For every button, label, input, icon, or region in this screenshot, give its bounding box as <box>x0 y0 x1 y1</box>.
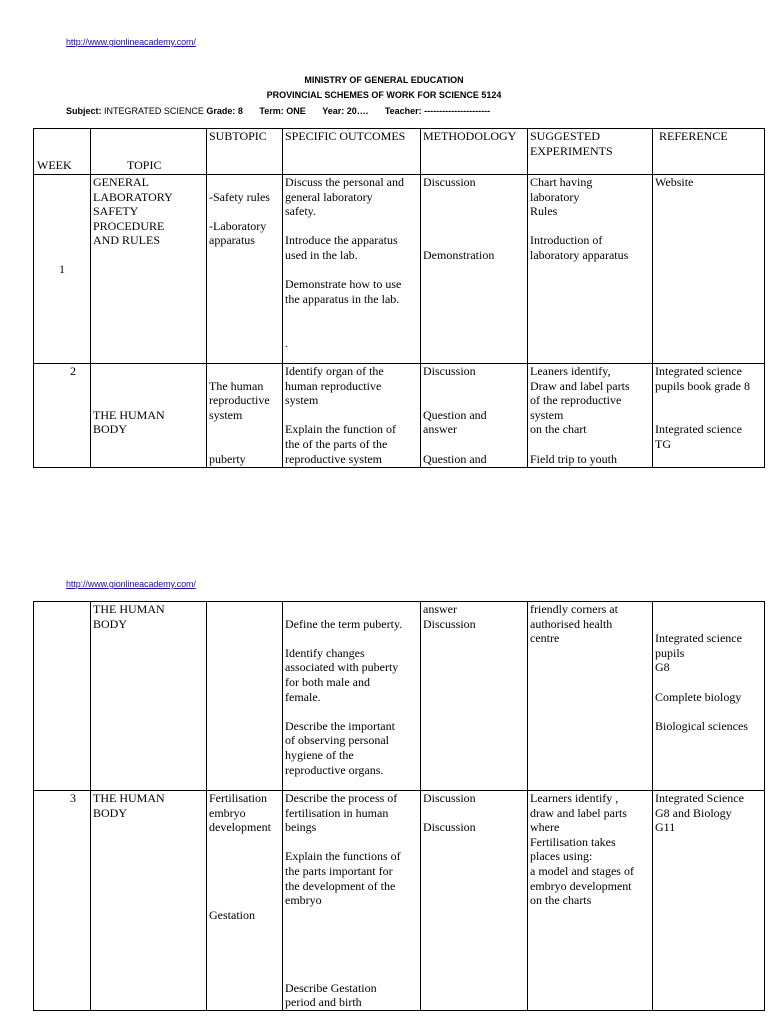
outcomes-cell: Define the term puberty. Identify changes associated with puberty for both male and female. Describe the important of observing personal hygiene of the reproductive organs. <box>283 602 421 791</box>
subtopic-cell <box>207 602 283 791</box>
table-row-week-2-continued <box>34 602 765 791</box>
methodology-cell: Discussion Discussion <box>421 791 528 1011</box>
topic-cell: THE HUMAN BODY <box>91 791 207 1011</box>
subject-label: Subject: <box>66 106 102 116</box>
experiments-cell: friendly corners at authorised health centre <box>528 602 653 791</box>
methodology-header: METHODOLOGY <box>421 129 528 175</box>
reference-cell: Integrated science pupils book grade 8 Integrated science TG <box>653 364 765 468</box>
term-label: Term: ONE <box>259 106 306 116</box>
website-link[interactable]: http://www.gionlineacademy.com/ <box>66 579 196 589</box>
subtopic-header: SUBTOPIC <box>207 129 283 175</box>
topic-cell: GENERAL LABORATORY SAFETY PROCEDURE AND RULES <box>91 175 207 364</box>
table-row-week-2 <box>34 364 765 468</box>
reference-cell: Website <box>653 175 765 364</box>
experiments-cell: Chart having laboratory Rules Introduction of laboratory apparatus <box>528 175 653 364</box>
subject-value: INTEGRATED SCIENCE <box>104 106 204 116</box>
year-label: Year: 20…. <box>322 106 369 116</box>
outcomes-header: SPECIFIC OUTCOMES <box>283 129 421 175</box>
outcomes-cell: Describe the process of fertilisation in human beings Explain the functions of the parts important for the development of the embryo Describe Gestation period and birth <box>283 791 421 1011</box>
methodology-cell: Discussion Demonstration <box>421 175 528 364</box>
subtopic-cell: The human reproductive system puberty <box>207 364 283 468</box>
teacher-label: Teacher: ---------------------- <box>384 106 491 116</box>
table-row-week-1 <box>34 175 765 364</box>
subtopic-cell: Fertilisation embryo development Gestation <box>207 791 283 1011</box>
subject-line <box>66 106 490 116</box>
website-link[interactable]: http://www.gionlineacademy.com/ <box>66 37 196 47</box>
experiments-cell: Learners identify , draw and label parts where Fertilisation takes places using: a model and stages of embryo development on the charts <box>528 791 653 1011</box>
reference-header: REFERENCE <box>653 129 765 175</box>
scheme-heading: PROVINCIAL SCHEMES OF WORK FOR SCIENCE 5124 <box>266 90 502 100</box>
week-header: WEEK <box>34 129 91 175</box>
ministry-heading: MINISTRY OF GENERAL EDUCATION <box>304 75 464 85</box>
outcomes-cell: Identify organ of the human reproductive system Explain the function of the of the parts of the reproductive system <box>283 364 421 468</box>
scheme-table-page2 <box>33 601 765 1011</box>
week-cell: 2 <box>34 364 91 468</box>
table-row-week-3 <box>34 791 765 1011</box>
week-cell: 1 <box>34 175 91 364</box>
topic-cell: THE HUMAN BODY <box>91 602 207 791</box>
grade-label: Grade: 8 <box>206 106 243 116</box>
reference-cell: Integrated Science G8 and Biology G11 <box>653 791 765 1011</box>
topic-header: TOPIC <box>91 129 207 175</box>
methodology-cell: Discussion Question and answer Question and <box>421 364 528 468</box>
subtopic-cell: -Safety rules -Laboratory apparatus <box>207 175 283 364</box>
reference-cell: Integrated science pupils G8 Complete biology Biological sciences <box>653 602 765 791</box>
week-cell: 3 <box>34 791 91 1011</box>
table-header-row <box>34 129 765 175</box>
topic-cell: THE HUMAN BODY <box>91 364 207 468</box>
scheme-table-page1 <box>33 128 765 468</box>
methodology-cell: answer Discussion <box>421 602 528 791</box>
experiments-header: SUGGESTED EXPERIMENTS <box>528 129 653 175</box>
week-cell <box>34 602 91 791</box>
outcomes-cell: Discuss the personal and general laboratory safety. Introduce the apparatus used in the lab. Demonstrate how to use the apparatus in the lab. . <box>283 175 421 364</box>
experiments-cell: Leaners identify, Draw and label parts of the reproductive system on the chart Field trip to youth <box>528 364 653 468</box>
